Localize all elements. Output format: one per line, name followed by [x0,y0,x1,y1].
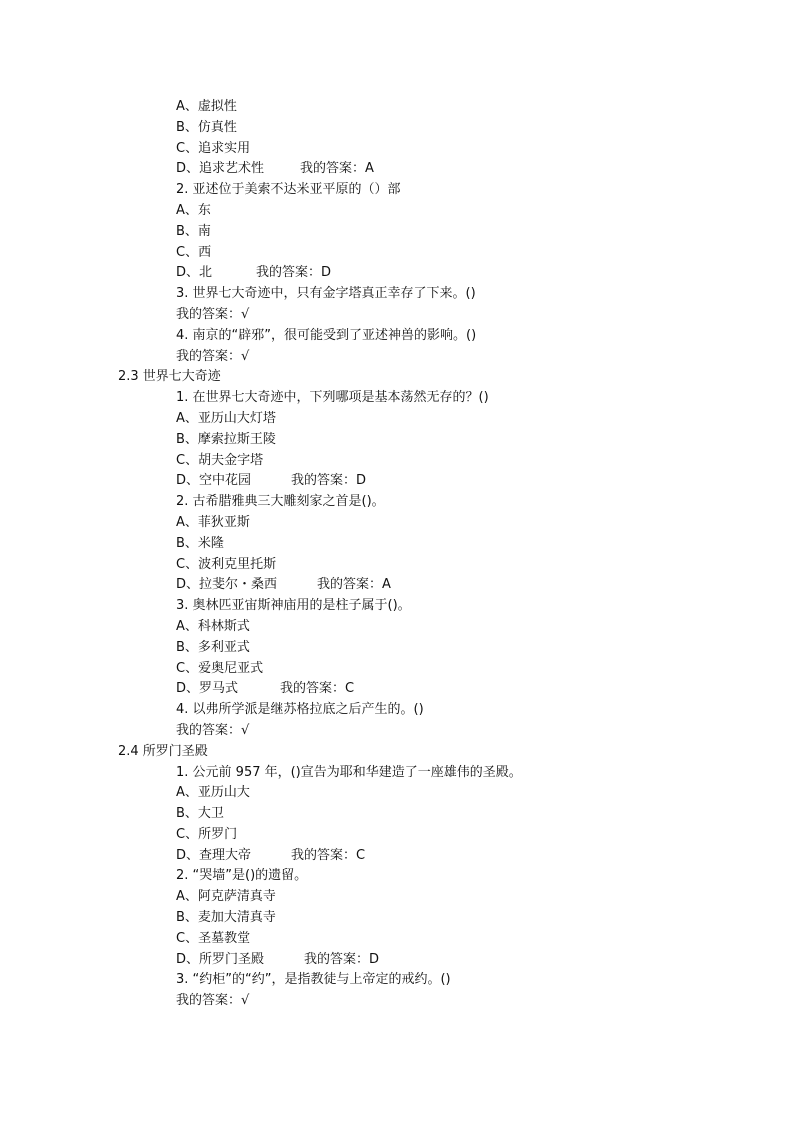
answer-value: √ [241,722,250,738]
question-text: 1. 公元前 957 年，()宣告为耶和华建造了一座雄伟的圣殿。 [176,764,522,780]
answer-label: 我的答案： [176,348,242,364]
answer-value: D [321,265,332,281]
answer-line [0,347,794,368]
option-line: C、所罗门 [176,826,238,842]
option-answer-line [0,159,794,180]
option-text: D、北 [176,265,213,281]
option-line: A、科林斯式 [176,618,250,634]
question-text: 4. 南京的“辟邪”，很可能受到了亚述神兽的影响。() [176,327,477,343]
option-line: A、阿克萨清真寺 [176,889,276,905]
option-text: D、罗马式 [176,681,239,697]
answer-label: 我的答案： [300,161,366,177]
answer-value: C [356,847,366,863]
section-heading: 2.4 所罗门圣殿 [118,743,208,759]
question-text: 2. 古希腊雅典三大雕刻家之首是()。 [176,494,385,510]
answer-value: √ [241,306,250,322]
option-answer-line [0,846,794,867]
document-page [0,97,794,1012]
answer-line [0,991,794,1012]
answer-value: A [365,161,374,177]
option-line: B、摩索拉斯王陵 [176,431,276,447]
answer-value: C [345,681,355,697]
question-text: 3. “约柜”的“约”，是指教徒与上帝定的戒约。() [176,972,451,988]
option-line: B、米隆 [176,535,224,551]
option-line: A、东 [176,202,211,218]
answer-label: 我的答案： [256,265,322,281]
option-line: B、麦加大清真寺 [176,910,276,926]
option-line: C、西 [176,244,212,260]
option-line: B、仿真性 [176,119,237,135]
answer-value: D [356,473,367,489]
question-text: 2. 亚述位于美索不达米亚平原的（）部 [176,182,401,198]
option-text: D、拉斐尔・桑西 [176,577,278,593]
option-line: C、波利克里托斯 [176,556,277,572]
option-answer-line [0,575,794,596]
option-text: D、空中花园 [176,473,252,489]
option-line: B、多利亚式 [176,639,250,655]
answer-value: √ [241,993,250,1009]
option-line: B、大卫 [176,806,224,822]
option-line: A、亚历山大 [176,785,250,801]
answer-label: 我的答案： [280,681,346,697]
answer-value: A [382,577,391,593]
option-line: C、追求实用 [176,140,251,156]
question-text: 3. 世界七大奇迹中，只有金字塔真正幸存了下来。() [176,286,476,302]
section-heading: 2.3 世界七大奇迹 [118,369,221,385]
question-text: 2. “哭墙”是()的遗留。 [176,868,308,884]
answer-label: 我的答案： [291,847,357,863]
answer-value: D [369,951,380,967]
question-text: 4. 以弗所学派是继苏格拉底之后产生的。() [176,702,424,718]
answer-line [0,721,794,742]
option-answer-line [0,679,794,700]
question-text: 3. 奥林匹亚宙斯神庙用的是柱子属于()。 [176,598,411,614]
option-line: A、虚拟性 [176,99,237,114]
option-text: D、追求艺术性 [176,161,265,177]
option-line: C、爱奥尼亚式 [176,660,264,676]
option-line: B、南 [176,223,211,239]
option-answer-line [0,263,794,284]
option-line: A、亚历山大灯塔 [176,410,276,426]
option-text: D、查理大帝 [176,847,252,863]
answer-label: 我的答案： [176,306,242,322]
answer-value: √ [241,348,250,364]
option-answer-line [0,950,794,971]
option-line: C、胡夫金字塔 [176,452,264,468]
option-line: A、菲狄亚斯 [176,514,250,530]
option-answer-line [0,471,794,492]
answer-label: 我的答案： [304,951,370,967]
answer-label: 我的答案： [176,993,242,1009]
answer-line [0,305,794,326]
answer-label: 我的答案： [291,473,357,489]
question-text: 1. 在世界七大奇迹中，下列哪项是基本荡然无存的？() [176,390,489,406]
option-text: D、所罗门圣殿 [176,951,265,967]
option-line: C、圣墓教堂 [176,930,251,946]
answer-label: 我的答案： [176,722,242,738]
answer-label: 我的答案： [317,577,383,593]
